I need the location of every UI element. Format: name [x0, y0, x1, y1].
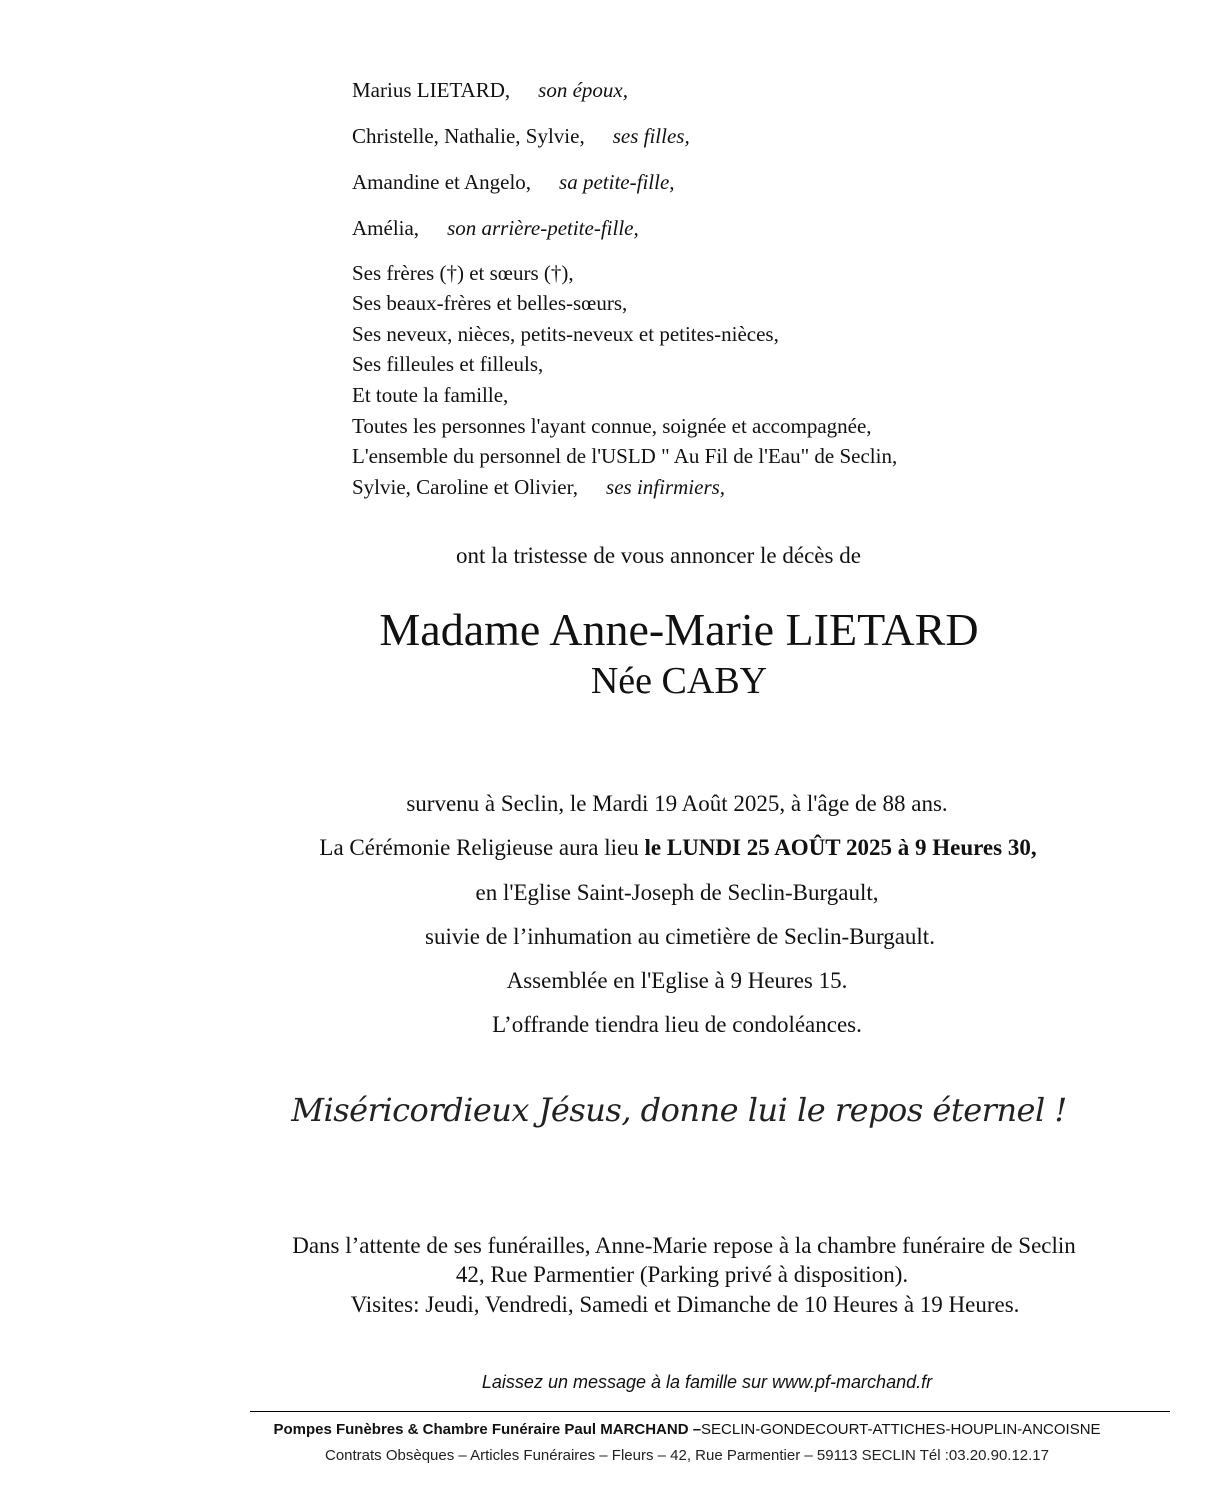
family-other-line: L'ensemble du personnel de l'USLD " Au Fil de l'Eau" de Seclin, [352, 444, 898, 468]
death-details: survenu à Seclin, le Mardi 19 Août 2025, à l'âge de 88 ans. [406, 791, 948, 816]
family-other-line: Toutes les personnes l'ayant connue, soignée et accompagnée, [352, 414, 872, 438]
family-granddaughter-line [352, 167, 675, 197]
assembly-line: Assemblée en l'Eglise à 9 Heures 15. [506, 968, 848, 993]
footer-contracts: Contrats Obsèques – Articles Funéraires – Fleurs – 42, Rue Parmentier – 59113 SECLIN Tél :03.20.90.12.17 [324, 1447, 1049, 1464]
family-daughters-line [352, 121, 690, 151]
family-nurses-name: Sylvie, Caroline et Olivier, [352, 475, 579, 499]
burial-line: suivie de l’inhumation au cimetière de Seclin-Burgault. [425, 924, 935, 949]
footer-company [80, 1418, 1214, 1442]
offering-line: L’offrande tiendra lieu de condoléances. [492, 1012, 862, 1037]
family-other-line: Et toute la famille, [352, 383, 509, 407]
footer-company-towns: SECLIN-GONDECOURT-ATTICHES-HOUPLIN-ANCOISNE [701, 1421, 1101, 1438]
footer-divider [250, 1411, 1170, 1412]
family-great-granddaughter-line [352, 213, 639, 243]
family-granddaughter-role: sa petite-fille, [559, 170, 675, 194]
family-other-line: Ses neveux, nièces, petits-neveux et petites-nièces, [352, 322, 779, 346]
visitation-line-2: 42, Rue Parmentier (Parking privé à disposition). [455, 1262, 909, 1287]
family-great-granddaughter-role: son arrière-petite-fille, [447, 216, 639, 240]
announcement-text: ont la tristesse de vous annoncer le décès de [456, 543, 861, 568]
family-nurses-line [352, 472, 725, 502]
ceremony-line [71, 833, 1214, 863]
prayer-text: Miséricordieux Jésus, donne lui le repos éternel ! [291, 1091, 1067, 1129]
family-other-line: Ses beaux-frères et belles-sœurs, [352, 291, 628, 315]
visitation-line-1: Dans l’attente de ses funérailles, Anne-Marie repose à la chambre funéraire de Seclin [292, 1233, 1076, 1258]
visitation-line-3: Visites: Jeudi, Vendredi, Samedi et Dimanche de 10 Heures à 19 Heures. [350, 1292, 1020, 1317]
family-granddaughter-name: Amandine et Angelo, [352, 170, 532, 194]
family-daughters-name: Christelle, Nathalie, Sylvie, [352, 124, 585, 148]
family-spouse-line [352, 75, 628, 105]
church-line: en l'Eglise Saint-Joseph de Seclin-Burgault, [475, 880, 879, 905]
family-daughters-role: ses filles, [612, 124, 690, 148]
family-nurses-role: ses infirmiers, [606, 475, 726, 499]
ceremony-date: le LUNDI 25 AOÛT 2025 à 9 Heures 30, [644, 835, 1037, 860]
family-other-line: Ses filleules et filleuls, [352, 352, 544, 376]
footer-company-name: Pompes Funèbres & Chambre Funéraire Paul MARCHAND – [273, 1421, 702, 1438]
deceased-name: Madame Anne-Marie LIETARD [379, 604, 979, 655]
deceased-maiden-name: Née CABY [590, 660, 768, 702]
family-other-line: Ses frères (†) et sœurs (†), [352, 261, 574, 285]
footer-message: Laissez un message à la famille sur www.pf-marchand.fr [481, 1372, 933, 1392]
ceremony-prefix: La Cérémonie Religieuse aura lieu [319, 835, 645, 860]
family-spouse-role: son époux, [538, 78, 628, 102]
family-great-granddaughter-name: Amélia, [352, 216, 420, 240]
family-spouse-name: Marius LIETARD, [352, 78, 511, 102]
